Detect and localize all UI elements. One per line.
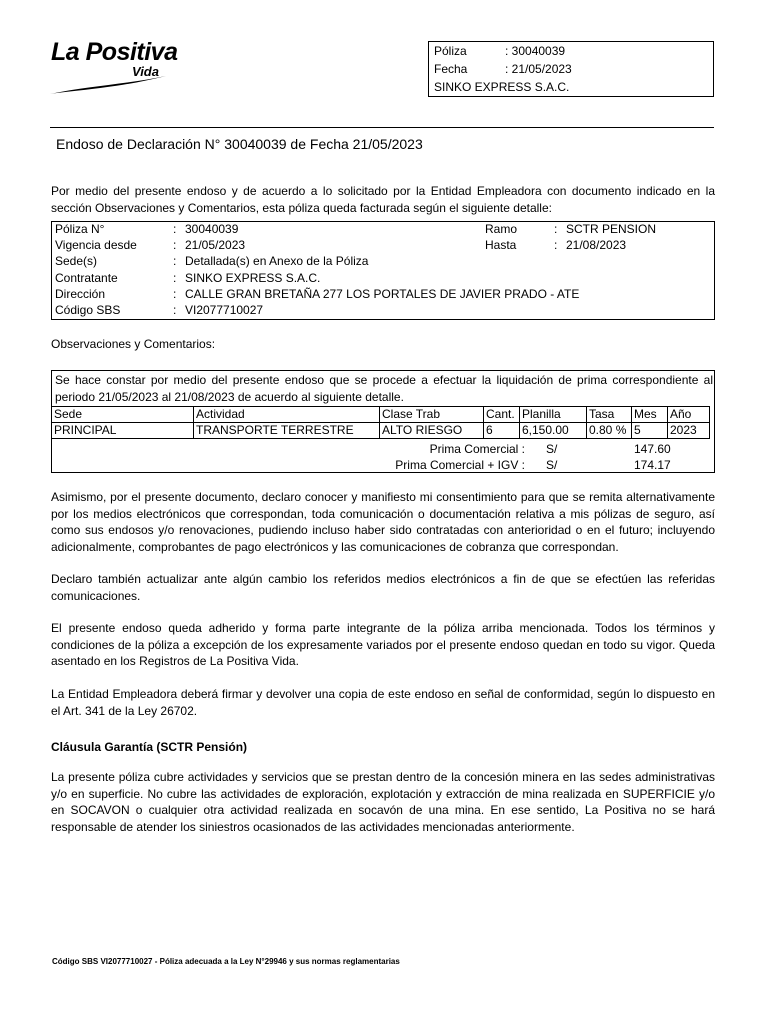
- info-colon: :: [554, 238, 558, 252]
- col-header-clase: Clase Trab: [380, 407, 484, 423]
- detail-table: [51, 406, 710, 439]
- header-company: SINKO EXPRESS S.A.C.: [434, 80, 570, 94]
- observations-box: [51, 370, 715, 473]
- logo-swoosh-icon: [48, 70, 168, 96]
- cell-actividad: TRANSPORTE TERRESTRE: [194, 423, 380, 439]
- info-direccion-label: Dirección: [55, 287, 106, 301]
- info-poliza-label: Póliza N°: [55, 222, 105, 236]
- prima-comercial-currency: S/: [546, 442, 558, 456]
- update-paragraph: Declaro también actualizar ante algún cambio los referidos medios electrónicos a fin de que se efectúen las referidas comunicaciones.: [51, 572, 715, 603]
- footer-note: Código SBS VI2077710027 - Póliza adecuada a la Ley N°29946 y sus normas reglamentarias: [52, 957, 400, 966]
- company-logo-text: La Positiva: [51, 38, 178, 66]
- info-ramo-label: Ramo: [485, 222, 518, 236]
- info-direccion-value: CALLE GRAN BRETAÑA 277 LOS PORTALES DE JAVIER PRADO - ATE: [185, 287, 580, 301]
- info-colon: :: [173, 238, 177, 252]
- policy-info-box: [51, 221, 715, 320]
- observations-text: Se hace constar por medio del presente endoso que se procede a efectuar la liquidación de prima correspondiente al periodo 21/05/2023 al 21/08/2023 de acuerdo al siguiente detalle.: [55, 373, 713, 404]
- cell-ano: 2023: [668, 423, 710, 439]
- col-header-ano: Año: [668, 407, 710, 423]
- clausula-title: Cláusula Garantía (SCTR Pensión): [51, 740, 248, 754]
- col-header-mes: Mes: [632, 407, 668, 423]
- info-ramo-value: SCTR PENSION: [566, 222, 657, 236]
- col-header-sede: Sede: [52, 407, 194, 423]
- info-contratante-value: SINKO EXPRESS S.A.C.: [185, 271, 321, 285]
- prima-igv-label: Prima Comercial + IGV :: [395, 458, 525, 472]
- clausula-paragraph: La presente póliza cubre actividades y servicios que se prestan dentro de la concesión minera en las sedes administrativas y/o en superficie. No cubre las actividades de exploración, explotación y extracción de mina realizada en SUPERFICIE y/o en SOCAVON o cualquier otra actividad realizada en socavón de una mina. En ese sentido, La Positiva no se hará responsable de atender los siniestros ocasionados de las actividades mencionadas anteriormente.: [51, 770, 715, 834]
- col-header-actividad: Actividad: [194, 407, 380, 423]
- info-poliza-value: 30040039: [185, 222, 239, 236]
- cell-clase: ALTO RIESGO: [380, 423, 484, 439]
- terms-paragraph: El presente endoso queda adherido y forma parte integrante de la póliza arriba mencionada. Todos los términos y condiciones de la póliza a excepción de los expresamente variados por el presente endoso quedan en todo su vigor. Queda asentado en los Registros de La Positiva Vida.: [51, 621, 715, 668]
- info-contratante-label: Contratante: [55, 271, 118, 285]
- info-vigencia-label: Vigencia desde: [55, 238, 137, 252]
- info-hasta-value: 21/08/2023: [566, 238, 627, 252]
- cell-cant: 6: [484, 423, 520, 439]
- info-colon: :: [173, 271, 177, 285]
- col-header-cant: Cant.: [484, 407, 520, 423]
- prima-comercial-label: Prima Comercial :: [429, 442, 525, 456]
- info-sbs-value: VI2077710027: [185, 303, 264, 317]
- info-sedes-label: Sede(s): [55, 254, 98, 268]
- intro-paragraph: Por medio del presente endoso y de acuerdo a lo solicitado por la Entidad Empleadora con documento indicado en la sección Observaciones y Comentarios, esta póliza queda facturada según el siguiente detalle:: [51, 184, 715, 215]
- table-row: [52, 423, 710, 439]
- header-divider: [50, 127, 714, 128]
- info-colon: :: [173, 222, 177, 236]
- info-colon: :: [173, 287, 177, 301]
- col-header-tasa: Tasa: [587, 407, 632, 423]
- header-poliza-value: : 30040039: [505, 44, 566, 58]
- header-fecha-value: : 21/05/2023: [505, 62, 572, 76]
- cell-mes: 5: [632, 423, 668, 439]
- info-colon: :: [173, 254, 177, 268]
- info-sedes-value: Detallada(s) en Anexo de la Póliza: [185, 254, 369, 268]
- cell-planilla: 6,150.00: [520, 423, 587, 439]
- info-colon: :: [554, 222, 558, 236]
- observations-heading: Observaciones y Comentarios:: [51, 337, 216, 351]
- info-colon: :: [173, 303, 177, 317]
- company-logo-subtext: Vida: [132, 64, 159, 79]
- header-fecha-label: Fecha: [434, 62, 468, 76]
- signature-paragraph: La Entidad Empleadora deberá firmar y devolver una copia de este endoso en señal de conformidad, según lo dispuesto en el Art. 341 de la Ley 26702.: [51, 687, 715, 718]
- table-header-row: [52, 407, 710, 423]
- policy-header-box: [428, 41, 714, 97]
- col-header-planilla: Planilla: [520, 407, 587, 423]
- prima-igv-currency: S/: [546, 458, 558, 472]
- cell-tasa: 0.80 %: [587, 423, 632, 439]
- prima-igv-value: 174.17: [634, 458, 671, 472]
- info-sbs-label: Código SBS: [55, 303, 121, 317]
- cell-sede: PRINCIPAL: [52, 423, 194, 439]
- info-hasta-label: Hasta: [485, 238, 517, 252]
- prima-comercial-value: 147.60: [634, 442, 671, 456]
- document-title: Endoso de Declaración N° 30040039 de Fecha 21/05/2023: [56, 136, 423, 152]
- info-vigencia-value: 21/05/2023: [185, 238, 246, 252]
- consent-paragraph: Asimismo, por el presente documento, declaro conocer y manifiesto mi consentimiento para que se remita alternativamente por los medios electrónicos que correspondan, toda comunicación o documentación relativa a mis pólizas de seguro, así como sus endosos y/o renovaciones, pudiendo incluso haber sido contratadas con anterioridad o en el futuro; incluyendo adicionalmente, comprobantes de pago electrónicos y las comunicaciones de cobranza que correspondan.: [51, 490, 715, 554]
- header-poliza-label: Póliza: [434, 44, 467, 58]
